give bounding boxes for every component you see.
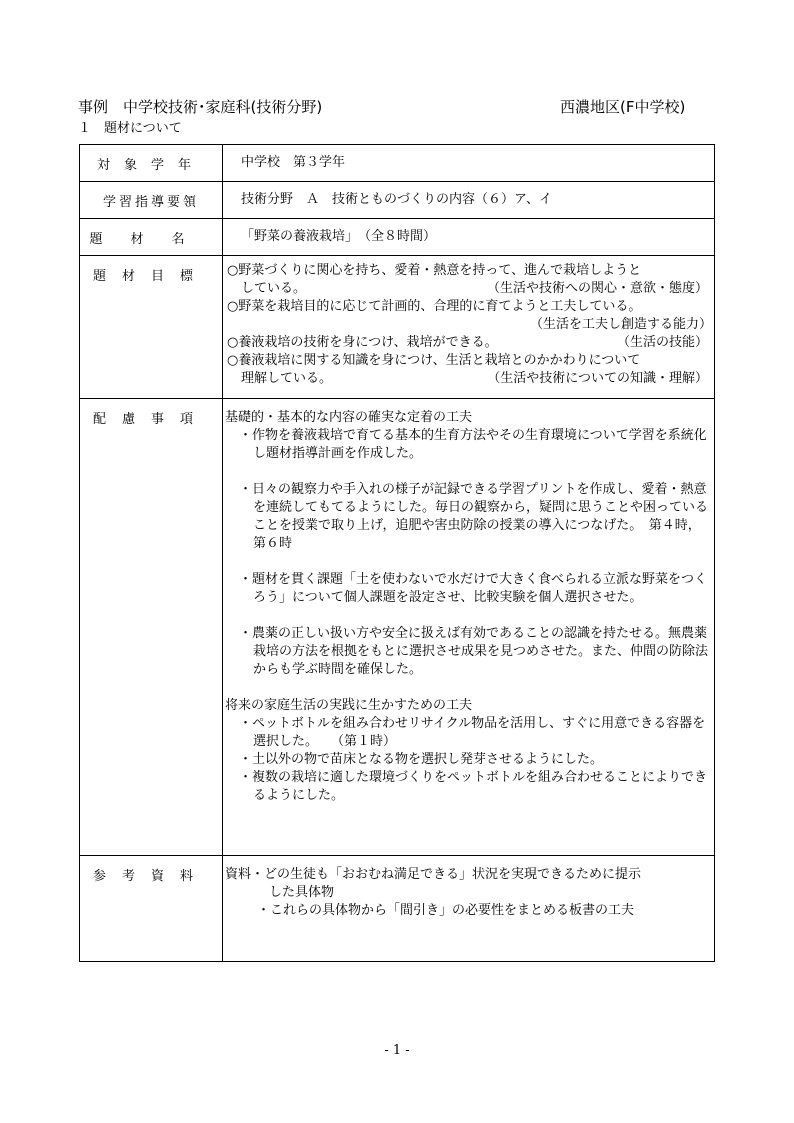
notes-section1-bullet-3: ・題材を貫く課題「土を使わないで水だけで大きく食べられる立派な野菜をつくろう」について個人課題を設定させ、比較実験を個人選択させた。 xyxy=(239,572,708,605)
goal-3-line1: ○養液栽培の技術を身につけ、栽培ができる。 xyxy=(227,335,498,350)
label-references: 参考資料 xyxy=(92,869,209,884)
table-row-notes xyxy=(80,399,715,856)
label-subject: 題材名 xyxy=(89,232,213,247)
references-line3: ・これらの具体物から「間引き」の必要性をまとめる板書の工夫 xyxy=(257,903,635,918)
document-title: 事例 中学校技術･家庭科(技術分野) xyxy=(78,98,323,116)
table-row-references xyxy=(80,856,715,962)
references-content xyxy=(223,856,714,920)
notes-section1-bullet-1: ・作物を養液栽培で育てる基本的生育方法やその生育環境について学習を系統化し題材指導計画を作成した。 xyxy=(239,428,707,461)
label-goals: 題材目標 xyxy=(92,269,209,284)
references-line1: 資料・どの生徒も「おおむね満足できる」状況を実現できるために提示 xyxy=(225,867,642,882)
goal-1-line2: している。 xyxy=(241,281,307,296)
notes-section2-bullet-2: ・土以外の物で苗床となる物を選択し発芽させるようにした。 xyxy=(239,752,604,767)
value-grade: 中学校 第３学年 xyxy=(241,155,346,170)
goal-1-tag: （生活や技術への関心・意欲・態度） xyxy=(486,281,708,296)
notes-section1-heading: 基礎的・基本的な内容の確実な定着の工夫 xyxy=(225,410,473,425)
notes-section2-bullet-1: ・ペットボトルを組み合わせリサイクル物品を活用し、すぐに用意できる容器を選択した。 （第１時） xyxy=(239,716,706,749)
notes-section2-heading: 将来の家庭生活の実践に生かすための工夫 xyxy=(225,698,473,713)
goal-4-line2: 理解している。 xyxy=(241,371,333,386)
table-row-grade xyxy=(80,145,715,182)
goals-list xyxy=(223,256,714,388)
table-row-goals xyxy=(80,256,715,399)
table-row-guideline xyxy=(80,182,715,219)
notes-section1-bullet-2: ・日々の観察力や手入れの様子が記録できる学習プリントを作成し、愛着・熱意を連続してもてるようにした。毎日の観察から，疑問に思うことや困っていることを授業で取り上げ，追肥や害虫防除の授業の導入につなげた。 第４時，第６時 xyxy=(239,482,709,551)
subject-table xyxy=(79,144,715,962)
section-heading: １ 題材について xyxy=(78,121,182,136)
label-guideline: 学習指導要領 xyxy=(102,195,199,210)
goal-2-line1: ○野菜を栽培目的に応じて計画的、合理的に育てようと工夫している。 xyxy=(227,299,642,314)
region-label: 西濃地区(F中学校) xyxy=(560,98,686,116)
value-guideline: 技術分野 Ａ 技術とものづくりの内容（６）ア、イ xyxy=(241,192,552,207)
goal-1-line1: ○野菜づくりに関心を持ち、愛着・熱意を持って、進んで栽培しようと xyxy=(227,263,642,278)
references-line2: した具体物 xyxy=(269,885,335,900)
notes-content xyxy=(223,399,714,805)
goal-4-tag: （生活や技術についての知識・理解） xyxy=(487,371,708,386)
label-grade: 対象学年 xyxy=(96,158,205,173)
goal-4-line1: ○養液栽培に関する知識を身につけ、生活と栽培とのかかわりについて xyxy=(227,353,641,368)
table-row-subject xyxy=(80,219,715,256)
goal-3-tag: （生活の技能） xyxy=(616,335,708,350)
notes-section2-bullet-3: ・複数の栽培に適した環境づくりをペットボトルを組み合わせることによりできるようにした。 xyxy=(239,770,708,803)
value-subject: 「野菜の養液栽培」 （全８時間） xyxy=(241,229,437,244)
label-notes: 配慮事項 xyxy=(92,412,209,427)
goal-2-tag: （生活を工夫し創造する能力） xyxy=(529,317,712,332)
page-number: - 1 - xyxy=(384,1043,410,1058)
notes-section1-bullet-4: ・農薬の正しい扱い方や安全に扱えば有効であることの認識を持たせる。無農薬栽培の方法を根拠をもとに選択させ成果を見つめさせた。また、仲間の防除法からも学ぶ時間を確保した。 xyxy=(239,626,709,677)
